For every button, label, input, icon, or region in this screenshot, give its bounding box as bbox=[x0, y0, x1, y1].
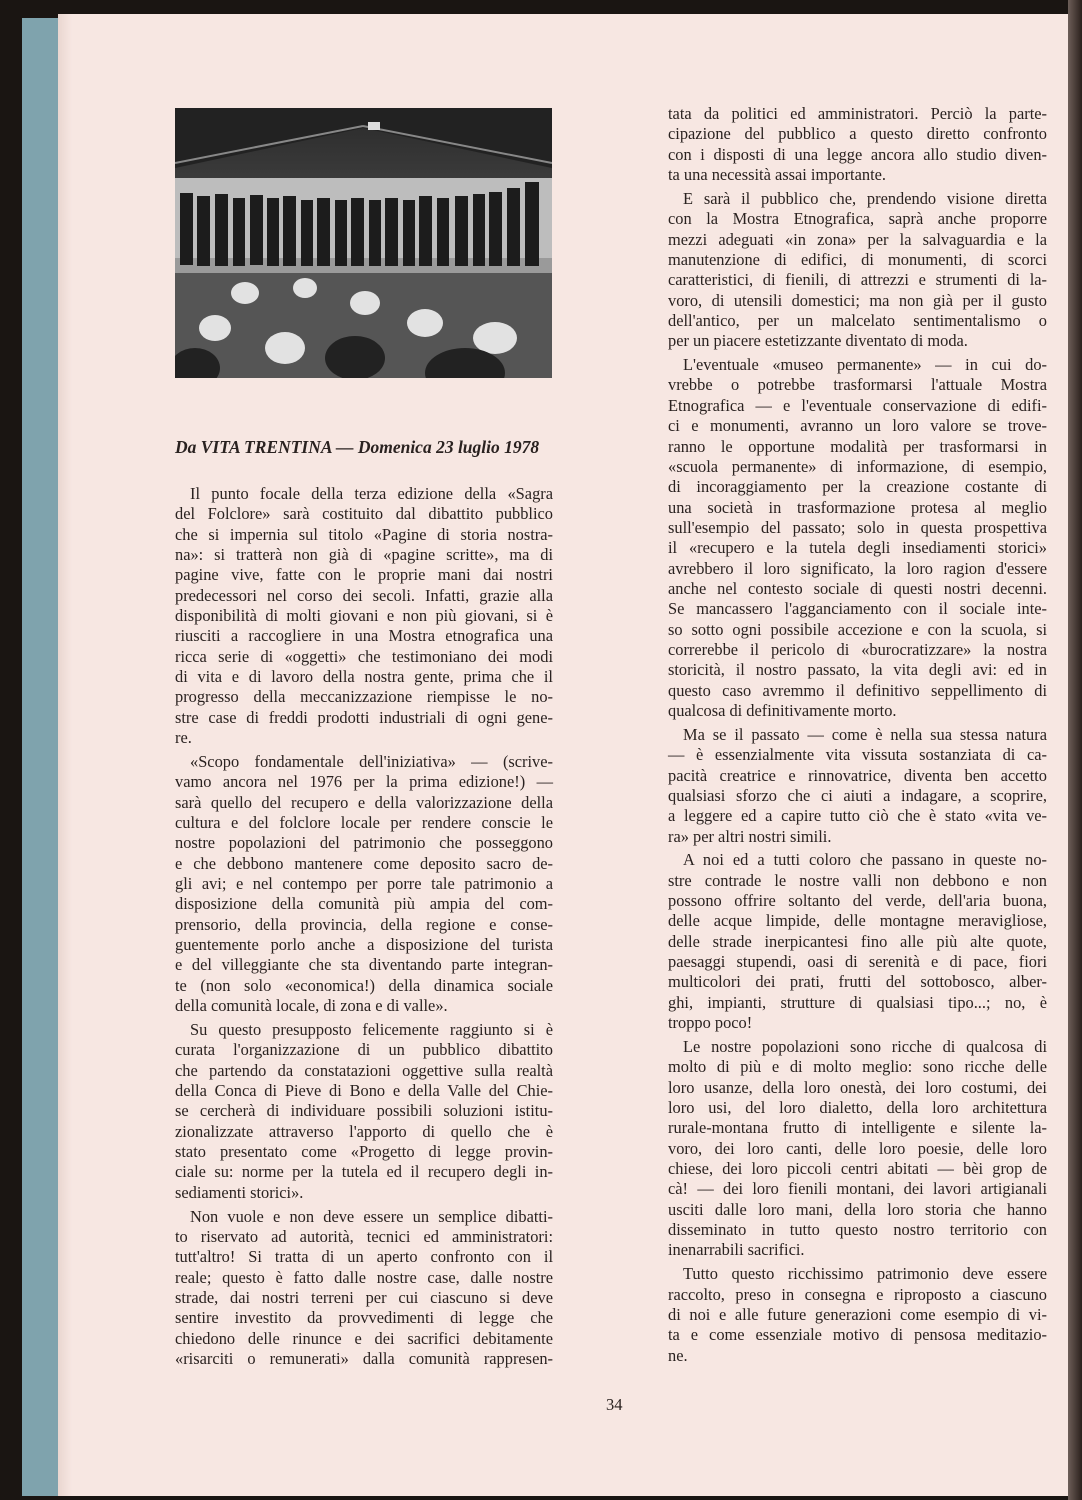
text-line: na»: si tratterà non già di «pagine scritte», ma di bbox=[175, 545, 553, 565]
paragraph bbox=[668, 1264, 1047, 1366]
text-line: e del villeggiante che sta diventando parte integran- bbox=[175, 955, 553, 975]
text-line: disposizione della comunità più ampia del com- bbox=[175, 894, 553, 914]
text-line: caratteristici, di fienili, di attrezzi e strumenti di la- bbox=[668, 270, 1047, 290]
text-line: loro usi, del loro dialetto, della loro architettura bbox=[668, 1098, 1047, 1117]
paragraph bbox=[175, 1020, 553, 1203]
text-line: avrebbero il loro significato, la loro ragion d'essere bbox=[668, 558, 1047, 578]
text-line: strade, dai nostri terreni per cui ciascuno si deve bbox=[175, 1287, 553, 1307]
paragraph bbox=[668, 725, 1047, 847]
text-line: zionalizzate attraverso l'apporto di quello che è bbox=[175, 1121, 553, 1141]
text-line: «Scopo fondamentale dell'iniziativa» — (scrive- bbox=[190, 751, 553, 771]
right-column bbox=[668, 104, 1047, 1369]
text-line: e che debbono mantenere come deposito sacro de- bbox=[175, 853, 553, 873]
text-line: ta e come essenziale motivo di pensosa meditazio- bbox=[668, 1325, 1047, 1345]
text-line: che si impernia sul titolo «Pagine di storia nostra- bbox=[175, 524, 553, 544]
text-line: voro, di utensili domestici; ma non già per il gusto bbox=[668, 290, 1047, 310]
text-line: Il punto focale della terza edizione della «Sagra bbox=[190, 484, 553, 503]
text-line: sediamenti storici». bbox=[175, 1182, 304, 1202]
text-line: ne. bbox=[668, 1345, 688, 1365]
text-line: una società in trasformazione protesa al meglio bbox=[668, 497, 1047, 517]
left-column bbox=[175, 484, 553, 1373]
text-line: ci e monumenti, avranno un loro valore se trove- bbox=[668, 416, 1047, 436]
text-line: gli avi; e nel contempo per porre tale patrimonio a bbox=[175, 874, 553, 894]
text-line: ranno le opportune modalità per trasformarsi in bbox=[668, 436, 1047, 456]
text-line: della Conca di Pieve di Bono e della Valle del Chie- bbox=[175, 1080, 553, 1100]
text-line: dell'antico, per un malcelato sentimentalismo o bbox=[668, 310, 1047, 330]
text-line: progresso della meccanizzazione riempisse le no- bbox=[175, 687, 553, 707]
text-line: che partendo da constatazioni oggettive sulla realtà bbox=[175, 1060, 553, 1080]
text-line: predecessori nel corso dei secoli. Infatti, grazie alla bbox=[175, 585, 553, 605]
text-line: — è essenzialmente vita vissuta sostanziata di ca- bbox=[668, 745, 1047, 765]
text-line: chiedono delle rinunce e dei sacrifici debitamente bbox=[175, 1328, 553, 1348]
text-line: Ma se il passato — come è nella sua stessa natura bbox=[683, 724, 1047, 744]
text-line: pagine vive, fatte con le proprie mani dai nostri bbox=[175, 565, 553, 585]
text-line: manutenzione di edifici, di monumenti, di scorci bbox=[668, 249, 1047, 269]
text-line: del Folclore» sarà costituito dal dibattito pubblico bbox=[175, 504, 553, 524]
text-line: se cercherà di individuare possibili soluzioni istitu- bbox=[175, 1101, 553, 1121]
text-line: molto di più e di molto meglio: sono ricche delle bbox=[668, 1057, 1047, 1077]
text-line: reale; questo è fatto dalle nostre case, dalle nostre bbox=[175, 1267, 553, 1287]
text-line: con i disposti di una legge ancora allo studio diven- bbox=[668, 144, 1047, 164]
text-line: ta una necessità assai importante. bbox=[668, 165, 887, 185]
text-line: questo caso avremmo il definitivo seppellimento di bbox=[668, 680, 1047, 700]
text-line: ghi, impianti, strutture di qualsiasi tipo...; no, è bbox=[668, 992, 1047, 1012]
text-line: prensorio, della provincia, della regione e conse- bbox=[175, 914, 553, 934]
text-line: troppo poco! bbox=[668, 1013, 753, 1033]
choir-photo bbox=[175, 108, 552, 378]
paragraph bbox=[668, 189, 1047, 352]
text-line: storicità, il nostro passato, la vita degli avi: ed in bbox=[668, 660, 1047, 680]
text-line: chiese, dei loro piccoli centri abitati — bèi grop de bbox=[668, 1159, 1047, 1179]
text-line: mezzi adeguati «in zona» per la salvaguardia e la bbox=[668, 229, 1047, 249]
text-line: tutt'altro! Si tratta di un aperto confronto con il bbox=[175, 1247, 553, 1267]
text-line: E sarà il pubblico che, prendendo visione diretta bbox=[683, 188, 1047, 208]
text-line: tata da politici ed amministratori. Perciò la parte- bbox=[668, 104, 1047, 123]
text-line: di incoraggiamento per la creazione costante di bbox=[668, 477, 1047, 497]
text-line: delle acque limpide, delle montagne meravigliose, bbox=[668, 911, 1047, 931]
text-line: per un piacere estetizzante diventato di moda. bbox=[668, 331, 968, 351]
text-line: «scuola permanente» di informazione, di esempio, bbox=[668, 456, 1047, 476]
text-line: rurale-montana frutto di intelligente e silente la- bbox=[668, 1118, 1047, 1138]
text-line: so sotto ogni possibile accezione e con la scuola, si bbox=[668, 619, 1047, 639]
text-line: voro, dei loro canti, delle loro poesie, delle loro bbox=[668, 1138, 1047, 1158]
text-line: Se mancassero l'agganciamento con il sociale inte- bbox=[668, 599, 1047, 619]
text-line: cà! — dei loro fienili montani, dei lavori artigianali bbox=[668, 1179, 1047, 1199]
text-line: sull'esempio del passato; solo in questa prospettiva bbox=[668, 517, 1047, 537]
text-line: Tutto questo ricchissimo patrimonio deve essere bbox=[683, 1264, 1047, 1284]
text-line: Etnografica — e l'eventuale conservazione di edifi- bbox=[668, 395, 1047, 415]
text-line: curata l'organizzazione di un pubblico dibattito bbox=[175, 1040, 553, 1060]
text-line: A noi ed a tutti coloro che passano in queste no- bbox=[683, 850, 1047, 870]
text-line: L'eventuale «museo permanente» — in cui do- bbox=[683, 355, 1047, 375]
scan-right-edge bbox=[1068, 0, 1082, 1500]
paragraph bbox=[668, 104, 1047, 185]
paragraph bbox=[175, 484, 553, 748]
text-line: correrebbe il pericolo di «burocratizzare» la nostra bbox=[668, 639, 1047, 659]
text-line: inenarrabili sacrifici. bbox=[668, 1240, 805, 1260]
text-line: della comunità locale, di zona e di valle». bbox=[175, 996, 448, 1016]
text-line: possono offrire soltanto del verde, dell'aria buona, bbox=[668, 891, 1047, 911]
text-line: sarà quello del recupero e della valorizzazione della bbox=[175, 792, 553, 812]
text-line: vrebbe o potrebbe trasformarsi l'attuale Mostra bbox=[668, 375, 1047, 395]
text-line: loro usanze, della loro onestà, dei loro costumi, dei bbox=[668, 1077, 1047, 1097]
text-line: usciti dalle loro mani, della loro storia che hanno bbox=[668, 1199, 1047, 1219]
text-line: Le nostre popolazioni sono ricche di qualcosa di bbox=[683, 1036, 1047, 1056]
page-edge-shadow bbox=[58, 14, 72, 1496]
text-line: riusciti a raccogliere in una Mostra etnografica una bbox=[175, 626, 553, 646]
paragraph bbox=[668, 355, 1047, 721]
text-line: anche nel contesto sociale di questi nostri decenni. bbox=[668, 578, 1047, 598]
paragraph bbox=[175, 1207, 553, 1370]
text-line: cipazione del pubblico a questo diretto confronto bbox=[668, 124, 1047, 144]
text-line: paesaggi stupendi, oasi di serenità e di pace, fiori bbox=[668, 952, 1047, 972]
text-line: il «recupero e la tutela degli insediamenti storici» bbox=[668, 538, 1047, 558]
text-line: di vita e di lavoro della nostra gente, prima che il bbox=[175, 667, 553, 687]
text-line: guentemente porlo anche a disposizione del turista bbox=[175, 935, 553, 955]
text-line: cultura e del folclore locale per rendere conscie le bbox=[175, 813, 553, 832]
paragraph bbox=[668, 1037, 1047, 1261]
text-line: «risarciti o remunerati» dalla comunità rappresen- bbox=[175, 1348, 553, 1368]
text-line: ciale su: norme per la tutela ed il recupero degli in- bbox=[175, 1162, 553, 1182]
text-line: Non vuole e non deve essere un semplice dibatti- bbox=[190, 1206, 553, 1226]
text-line: ra» per altri nostri simili. bbox=[668, 826, 832, 846]
page-number: 34 bbox=[606, 1395, 623, 1414]
paragraph bbox=[668, 850, 1047, 1033]
text-line: a leggere ed a capire tutto ciò che è stato «vita ve- bbox=[668, 806, 1047, 826]
text-line: disseminato in tutto questo nostro territorio con bbox=[668, 1220, 1047, 1240]
text-line: pacità creatrice e rinnovatrice, diventa ben accetto bbox=[668, 765, 1047, 785]
text-line: di noi e alle future generazioni come esempio di vi- bbox=[668, 1304, 1047, 1324]
text-line: Su questo presupposto felicemente raggiunto si è bbox=[190, 1019, 553, 1039]
text-line: re. bbox=[175, 728, 192, 748]
text-line: delle strade inerpicantesi fino alle più alte quote, bbox=[668, 931, 1047, 951]
text-line: sentire investito da provvedimenti di legge che bbox=[175, 1308, 553, 1328]
text-line: multicolori dei prati, frutti del sottobosco, alber- bbox=[668, 972, 1047, 992]
text-line: vamo ancora nel 1976 per la prima edizione!) — bbox=[175, 772, 553, 792]
text-line: qualsiasi sforzo che ci aiuti a indagare, a scoprire, bbox=[668, 785, 1047, 805]
text-line: disponibilità di molti giovani e non più giovani, si è bbox=[175, 606, 553, 626]
text-line: stato presentato come «Progetto di legge provin- bbox=[175, 1142, 553, 1161]
text-line: raccolto, preso in consegna e riproposto a ciascuno bbox=[668, 1284, 1047, 1304]
text-line: con la Mostra Etnografica, saprà anche proporre bbox=[668, 209, 1047, 229]
text-line: to riservato ad autorità, tecnici ed amministratori: bbox=[175, 1226, 553, 1246]
article-source-heading: Da VITA TRENTINA — Domenica 23 luglio 1978 bbox=[175, 437, 540, 457]
text-line: te (non solo «economica!) della dinamica sociale bbox=[175, 975, 553, 995]
text-line: nostre popolazioni del patrimonio che posseggono bbox=[175, 833, 553, 853]
text-line: ricca serie di «oggetti» che testimoniano dei modi bbox=[175, 646, 553, 666]
text-line: stre contrade le nostre valli non debbono e non bbox=[668, 870, 1047, 890]
text-line: qualcosa di definitivamente morto. bbox=[668, 700, 897, 720]
text-line: stre case di freddi prodotti industriali di ogni gene- bbox=[175, 707, 553, 727]
paragraph bbox=[175, 752, 553, 1016]
